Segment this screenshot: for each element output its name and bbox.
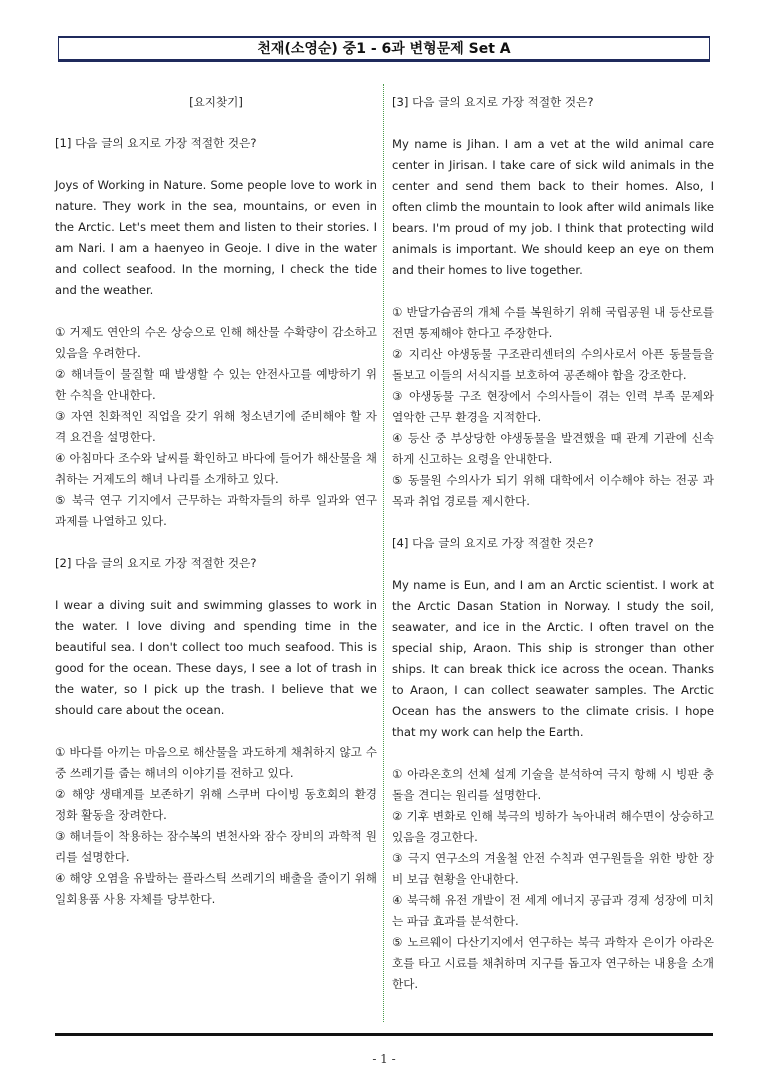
question-3-prompt: [3] 다음 글의 요지로 가장 적절한 것은? [392,95,594,109]
question-4-option-2: ② 기후 변화로 인해 북극의 빙하가 녹아내려 해수면이 상승하고 있음을 경고한다. [392,809,714,844]
page-title: 천재(소영순) 중1 - 6과 변형문제 Set A [58,36,710,62]
question-4-option-3: ③ 극지 연구소의 겨울철 안전 수칙과 연구원들을 위한 방한 장비 보급 현황을 안내한다. [392,851,714,886]
question-1-option-1: ① 거제도 연안의 수온 상승으로 인해 해산물 수확량이 감소하고 있음을 우려한다. [55,325,377,360]
question-2-prompt: [2] 다음 글의 요지로 가장 적절한 것은? [55,556,257,570]
question-3-option-4: ④ 등산 중 부상당한 야생동물을 발견했을 때 관계 기관에 신속하게 신고하는 요령을 안내한다. [392,431,714,466]
question-1-option-3: ③ 자연 친화적인 직업을 갖기 위해 청소년기에 준비해야 할 자격 요건을 설명한다. [55,409,377,444]
question-1-option-4: ④ 아침마다 조수와 날씨를 확인하고 바다에 들어가 해산물을 채취하는 거제도의 해녀 나리를 소개하고 있다. [55,451,377,486]
question-2-option-3: ③ 해녀들이 착용하는 잠수복의 변천사와 잠수 장비의 과학적 원리를 설명한다. [55,829,377,864]
question-4-passage: My name is Eun, and I am an Arctic scientist. I work at the Arctic Dasan Station in Norway. I study the soil, seawater, and ice in the Arctic. I often travel on the special ship, Araon. This ship is stronger than other ships. It can break thick ice across the ocean. Thanks to Araon, I can collect seawater samples. The Arctic Ocean has the answers to the climate crisis. I hope that my work can help the Earth. [392,578,714,739]
question-3-option-1: ① 반달가슴곰의 개체 수를 복원하기 위해 국립공원 내 등산로를 전면 통제해야 한다고 주장한다. [392,305,714,340]
question-2-option-1: ① 바다를 아끼는 마음으로 해산물을 과도하게 채취하지 않고 수중 쓰레기를 줍는 해녀의 이야기를 전하고 있다. [55,745,377,780]
question-4-prompt: [4] 다음 글의 요지로 가장 적절한 것은? [392,536,594,550]
left-column [55,92,377,910]
question-3-option-3: ③ 야생동물 구조 현장에서 수의사들이 겪는 인력 부족 문제와 열악한 근무 환경을 지적한다. [392,389,714,424]
question-4-option-1: ① 아라온호의 선체 설계 기술을 분석하여 극지 항해 시 빙판 충돌을 견디는 원리를 설명한다. [392,767,714,802]
right-column [392,92,714,995]
question-1-passage: Joys of Working in Nature. Some people love to work in nature. They work in the sea, mountains, or even in the Arctic. Let's meet them and listen to their stories. I am Nari. I am a haenyeo in Geoje. I dive in the water and collect seafood. In the morning, I check the tide and the weather. [55,178,377,297]
column-divider [383,84,384,1022]
question-4-option-4: ④ 북극해 유전 개발이 전 세계 에너지 공급과 경제 성장에 미치는 파급 효과를 분석한다. [392,893,714,928]
question-4-option-5: ⑤ 노르웨이 다산기지에서 연구하는 북극 과학자 은이가 아라온호를 타고 시료를 채취하며 지구를 돕고자 연구하는 내용을 소개한다. [392,935,714,991]
question-2-option-4: ④ 해양 오염을 유발하는 플라스틱 쓰레기의 배출을 줄이기 위해 일회용품 사용 자체를 당부한다. [55,871,377,906]
question-1-prompt: [1] 다음 글의 요지로 가장 적절한 것은? [55,136,257,150]
question-1-option-5: ⑤ 북극 연구 기지에서 근무하는 과학자들의 하루 일과와 연구 과제를 나열하고 있다. [55,493,377,528]
question-3-option-2: ② 지리산 야생동물 구조관리센터의 수의사로서 아픈 동물들을 돌보고 이들의 서식지를 보호하여 공존해야 함을 강조한다. [392,347,714,382]
question-3-option-5: ⑤ 동물원 수의사가 되기 위해 대학에서 이수해야 하는 전공 과목과 취업 경로를 제시한다. [392,473,714,508]
question-1-option-2: ② 해녀들이 물질할 때 발생할 수 있는 안전사고를 예방하기 위한 수칙을 안내한다. [55,367,377,402]
question-2-passage: I wear a diving suit and swimming glasses to work in the water. I love diving and spending time in the beautiful sea. I don't collect too much seafood. This is good for the ocean. These days, I see a lot of trash in the water, so I pick up the trash. I believe that we should care about the ocean. [55,598,377,717]
footer-rule [55,1033,713,1036]
page-number: - 1 - [372,1052,396,1066]
question-3-passage: My name is Jihan. I am a vet at the wild animal care center in Jirisan. I take care of sick wild animals in the center and send them back to their homes. Also, I often climb the mountain to look after wild animals like bears. I'm proud of my job. I think that protecting wild animals is important. We should keep an eye on them and their homes to live together. [392,137,714,277]
section-heading: [요지찾기] [189,95,243,109]
question-2-option-2: ② 해양 생태계를 보존하기 위해 스쿠버 다이빙 동호회의 환경 정화 활동을 장려한다. [55,787,377,822]
